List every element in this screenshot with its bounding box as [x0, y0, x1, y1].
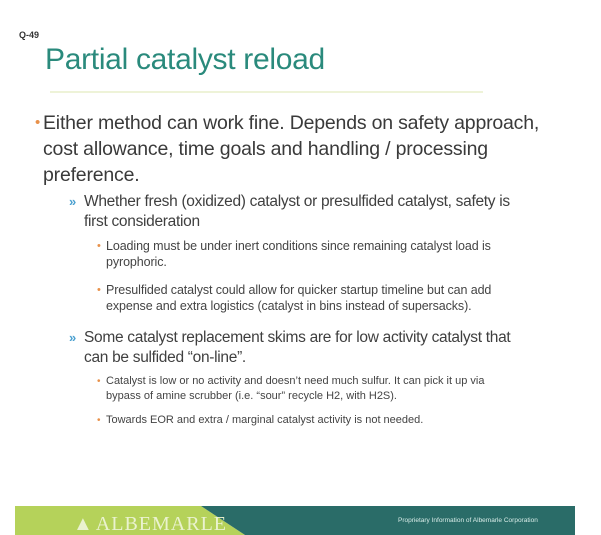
sub-sub-bullet-line: pyrophoric. [106, 255, 167, 269]
bullet-dot-icon: • [97, 240, 101, 252]
title-divider [50, 91, 483, 93]
sub-bullet-line: first consideration [84, 213, 200, 230]
bullet-dot-icon: • [97, 415, 101, 426]
footer-bar [15, 506, 575, 535]
sub-bullet [69, 328, 564, 368]
main-bullet-line: Either method can work fine. Depends on safety approach, [43, 112, 540, 134]
sub-sub-bullet-line: Loading must be under inert conditions since remaining catalyst load is [106, 239, 491, 253]
sub-sub-bullet [97, 413, 576, 428]
sub-sub-bullet [97, 282, 576, 314]
bullet-dot-icon: • [97, 376, 101, 387]
sub-sub-bullet [97, 374, 576, 404]
sub-sub-bullet-line: Towards EOR and extra / marginal catalyst activity is not needed. [106, 414, 424, 426]
chevron-bullet-icon: » [69, 194, 76, 209]
sub-bullet-line: Whether fresh (oxidized) catalyst or presulfided catalyst, safety is [84, 193, 510, 210]
slide-id: Q-49 [19, 30, 40, 40]
sub-sub-bullet-line: expense and extra logistics (catalyst in bins instead of supersacks). [106, 299, 472, 313]
chevron-bullet-icon: » [69, 330, 76, 345]
bullet-dot-icon: • [35, 114, 41, 131]
bullet-dot-icon: • [97, 284, 101, 296]
sub-sub-bullet-line: Presulfided catalyst could allow for quicker startup timeline but can add [106, 283, 492, 297]
sub-sub-bullet-line: Catalyst is low or no activity and doesn’t need much sulfur. It can pick it up via [106, 375, 485, 387]
sub-bullet [69, 192, 564, 232]
sub-bullet-line: Some catalyst replacement skims are for low activity catalyst that [84, 329, 511, 346]
albemarle-logo [73, 513, 227, 535]
sub-sub-bullet-line: bypass of amine scrubber (i.e. “sour” recycle H2, with H2S). [106, 390, 397, 402]
proprietary-notice: Proprietary Information of Albemarle Corporation [398, 517, 538, 524]
logo-text: ALBEMARLE [95, 513, 228, 535]
sub-bullet-line: can be sulfided “on-line”. [84, 349, 246, 366]
main-bullet-line: cost allowance, time goals and handling / processing [43, 138, 488, 160]
albemarle-logo-icon: ▲ [73, 513, 94, 535]
main-bullet [35, 110, 573, 188]
main-bullet-line: preference. [43, 164, 140, 186]
sub-sub-bullet [97, 238, 576, 270]
slide-title: Partial catalyst reload [45, 43, 325, 76]
